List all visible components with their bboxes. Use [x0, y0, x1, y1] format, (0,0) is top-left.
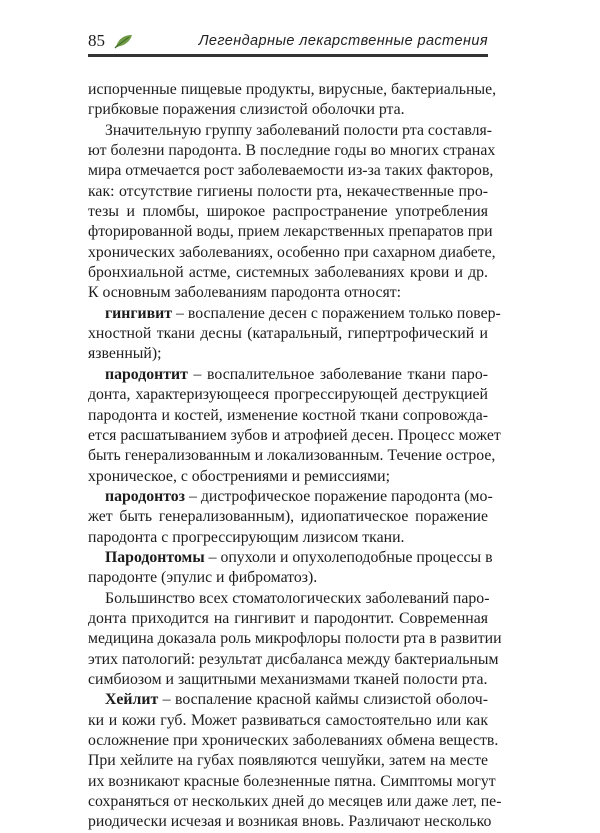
line-text: При хейлите на губах появляются чешуйки, затем на месте: [88, 752, 488, 770]
term: Пародонтомы: [105, 548, 205, 566]
line-text: их возникают красные болезненные пятна. Симптомы могут: [88, 772, 496, 790]
text-line: [88, 650, 499, 670]
paragraph: [88, 690, 502, 832]
text-line: [88, 365, 488, 385]
text-line: [88, 792, 502, 812]
text-line: [88, 548, 493, 568]
line-text: быть генерализованным и локализованным. Течение острое,: [88, 447, 496, 465]
text-line: [88, 609, 488, 629]
text-line: [88, 121, 492, 141]
paragraph: [88, 365, 501, 487]
line-text: – воспаление красной каймы слизистой оболоч-: [158, 691, 488, 709]
leaf-icon: [114, 33, 134, 49]
line-text: этих патологий: результат дисбаланса между бактериальным: [88, 650, 499, 668]
line-text: риодически исчезая и возникая вновь. Различают несколько: [88, 813, 492, 831]
text-line: [88, 568, 488, 588]
page-header: [88, 31, 488, 53]
line-text: ки и кожи губ. Может развиваться самостоятельно или как: [88, 711, 488, 729]
term: пародонтит: [105, 365, 188, 383]
line-text: медицина доказала роль микрофлоры полости рта в развитии: [88, 630, 502, 648]
text-line: [88, 751, 488, 771]
text-line: [88, 528, 488, 548]
term: пародонтоз: [105, 487, 186, 505]
line-text: ется расшатыванием зубов и атрофией десен. Процесс может: [88, 426, 501, 444]
paragraph: [88, 304, 501, 365]
paragraph: [88, 548, 493, 589]
text-line: [88, 202, 488, 222]
paragraph: [88, 80, 497, 121]
text-line: [88, 507, 488, 527]
line-text: – опухоли и опухолеподобные процессы в: [204, 548, 493, 566]
line-text: хроническое, с обострениями и ремиссиями;: [88, 467, 390, 485]
line-text: пародонте (эпулис и фиброматоз).: [88, 569, 318, 587]
line-text: Значительную группу заболеваний полости рта составля-: [105, 121, 492, 139]
line-text: донта приходится на гингивит и пародонтит. Современная: [88, 609, 488, 627]
text-line: [88, 670, 488, 690]
text-line: [88, 406, 488, 426]
text-line: [88, 222, 493, 242]
text-line: [88, 812, 492, 832]
line-text: хронических заболеваниях, особенно при сахарном диабете,: [88, 243, 496, 261]
line-text: донта, характеризующееся прогрессирующей деструкцией: [88, 386, 488, 404]
line-text: испорченные пищевые продукты, вирусные, бактериальные,: [88, 81, 497, 98]
line-text: пародонта и костей, изменение костной ткани сопровожда-: [88, 406, 488, 424]
line-text: осложнение при хронических заболеваниях обмена веществ.: [88, 732, 499, 749]
line-text: язвенный);: [88, 345, 162, 363]
line-text: ют болезни пародонта. В последние годы во многих странах: [88, 142, 496, 160]
text-line: [88, 263, 488, 283]
body-text: [88, 80, 502, 833]
text-line: [88, 100, 488, 120]
text-line: [88, 467, 488, 487]
line-text: хностной ткани десны (катаральный, гипертрофический и: [88, 325, 488, 343]
text-line: [88, 161, 494, 181]
text-line: [88, 711, 488, 731]
running-title: Легендарные лекарственные растения: [198, 33, 488, 49]
term: Хейлит: [105, 691, 159, 709]
line-text: сохраняться от нескольких дней до месяцев или даже лет, пе-: [88, 793, 502, 811]
text-line: [88, 446, 496, 466]
page-number: 85: [88, 31, 105, 50]
term: гингивит: [105, 304, 173, 322]
text-line: [88, 426, 501, 446]
text-line: [88, 80, 497, 100]
text-line: [88, 304, 501, 324]
text-line: [88, 487, 493, 507]
line-text: фторированной воды, прием лекарственных препаратов при: [88, 223, 493, 241]
line-text: мира отмечается рост заболеваемости из-за таких факторов,: [88, 162, 494, 180]
text-line: [88, 182, 488, 202]
line-text: – дистрофическое поражение пародонта (мо-: [185, 487, 493, 505]
text-line: [88, 324, 488, 344]
text-line: [88, 283, 488, 303]
line-text: жет быть генерализованным), идиопатическое поражение: [88, 508, 488, 526]
text-line: [88, 385, 488, 405]
line-text: как: отсутствие гигиены полости рта, некачественные про-: [88, 182, 488, 200]
text-line: [88, 690, 488, 710]
header-rule: [88, 54, 488, 57]
line-text: симбиозом и защитными механизмами тканей полости рта.: [88, 670, 488, 688]
line-text: – воспалительное заболевание ткани паро-: [187, 365, 488, 383]
line-text: грибковые поражения слизистой оболочки рта.: [88, 101, 405, 119]
line-text: пародонта с прогрессирующим лизисом ткани.: [88, 528, 405, 546]
paragraph: [88, 487, 493, 548]
text-line: [88, 344, 488, 364]
text-line: [88, 772, 496, 792]
paragraph: [88, 589, 502, 691]
line-text: К основным заболеваниям пародонта относят:: [88, 284, 402, 302]
text-line: [88, 589, 488, 609]
text-line: [88, 243, 496, 263]
paragraph: [88, 121, 496, 304]
text-line: [88, 629, 502, 649]
line-text: – воспаление десен с поражением только повер-: [172, 304, 501, 322]
text-line: [88, 141, 496, 161]
line-text: бронхиальной астме, системных заболеваниях крови и др.: [88, 264, 488, 282]
line-text: тезы и пломбы, широкое распространение употребления: [88, 203, 488, 221]
line-text: Большинство всех стоматологических заболеваний паро-: [105, 589, 490, 607]
text-line: [88, 731, 499, 751]
